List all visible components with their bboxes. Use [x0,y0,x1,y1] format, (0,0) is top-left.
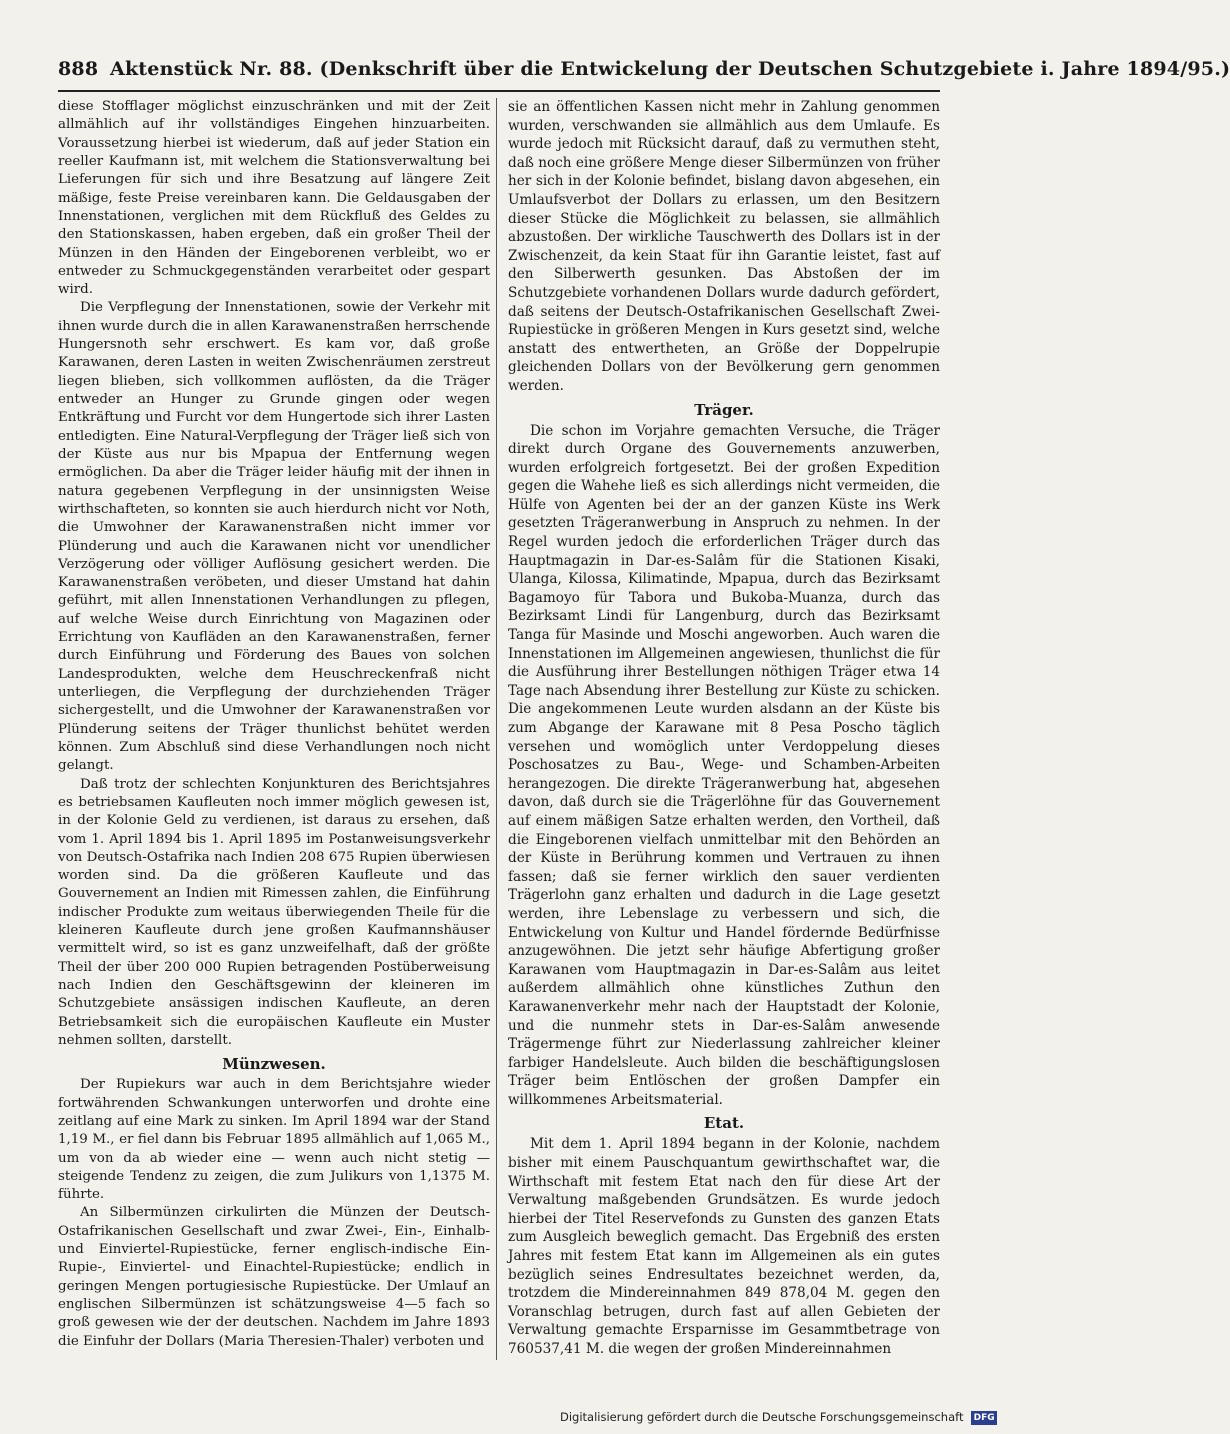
paragraph: Mit dem 1. April 1894 begann in der Kolonie, nachdem bisher mit einem Pauschquantum gewirthschaftet war, die Wirthschaft mit festem Etat nach den für diese Art der Verwaltung maßgebenden Grundsätzen. Es wurde jedoch hierbei der Titel Reservefonds zu Gunsten des ganzen Etats zum Ausgleich beweglich gemacht. Das Ergebniß des ersten Jahres mit festem Etat kann im Allgemeinen als ein gutes bezüglich seines Endresultates bezeichnet werden, da, trotzdem die Mindereinnahmen 849 878,04 M. gegen den Voranschlag betrugen, durch fast auf allen Gebieten der Verwaltung gemachte Ersparnisse im Gesammtbetrage von 760537,41 M. die wegen der großen Mindereinnahmen [508,1136,940,1357]
paragraph: Der Rupiekurs war auch in dem Berichtsjahre wieder fortwährenden Schwankungen unterworfen und drohte eine zeitlang auf eine Mark zu sinken. Im April 1894 war der Stand 1,19 M., er fiel dann bis Februar 1895 allmählich auf 1,065 M., um von da ab wieder eine — wenn auch nicht stetig — steigende Tendenz zu zeigen, die zum Julikurs von 1,1375 M. führte. [58,1077,490,1203]
page-number: 888 [58,58,99,80]
running-title: Aktenstück Nr. 88. (Denkschrift über die Entwickelung der Deutschen Schutzgebiete i. Jahre 1894/95.) [110,58,1230,80]
paragraph: An Silbermünzen cirkulirten die Münzen der Deutsch-Ostafrikanischen Gesellschaft und zwar Zwei-, Ein-, Einhalb- und Einviertel-Rupiestücke, ferner englisch-indische Ein-Rupie-, Einviertel- und Einachtel-Rupiestücke; endlich in geringen Mengen portugiesische Rupiestücke. Der Umlauf an englischen Silbermünzen ist schätzungsweise 4—5 fach so groß gewesen wie der der deutschen. Nachdem im Jahre 1893 die Einfuhr der Dollars (Maria Theresien-Thaler) verboten und [58,1205,490,1349]
paragraph: Daß trotz der schlechten Konjunkturen des Berichtsjahres es betriebsamen Kaufleuten noch immer möglich gewesen ist, in der Kolonie Geld zu verdienen, ist daraus zu ersehen, daß vom 1. April 1894 bis 1. April 1895 im Postanweisungsverkehr von Deutsch-Ostafrika nach Indien 208 675 Rupien überwiesen worden sind. Da die größeren Kaufleute und das Gouvernement an Indien mit Rimessen zahlen, die Einführung indischer Produkte zum weitaus überwiegenden Theile für die kleineren Kaufleute durch jene großen Kaufmannshäuser vermittelt wird, so ist es ganz unzweifelhaft, daß der größte Theil der über 200 000 Rupien betragenden Postüberweisung nach Indien den Geschäftsgewinn der kleineren im Schutzgebiete ansässigen indischen Kaufleute, an deren Betriebsamkeit sich die europäischen Kaufleute ein Muster nehmen sollten, darstellt. [58,776,490,1048]
paragraph: Die Verpflegung der Innenstationen, sowie der Verkehr mit ihnen wurde durch die in allen Karawanenstraßen herrschende Hungersnoth sehr erschwert. Es kam vor, daß große Karawanen, deren Lasten in weiten Zwischenräumen zerstreut liegen blieben, sich vollkommen auflösten, da die Träger entweder an Hunger zu Grunde gingen oder wegen Entkräftung und Furcht vor dem Hungertode sich ihrer Lasten entledigten. Eine Natural-Verpflegung der Träger ließ sich von der Küste aus nur bis Mpapua der Entfernung wegen ermöglichen. Da aber die Träger leider häufig mit der ihnen in natura gegebenen Verpflegung in der unsinnigsten Weise wirthschafteten, so konnten sie auch hierdurch nicht vor Noth, die Umwohner der Karawanenstraßen nicht immer vor Plünderung und auch die Karawanen nicht vor unendlicher Verzögerung oder völliger Auflösung gesichert werden. Die Karawanenstraßen veröbeten, und dieser Umstand hat dahin geführt, mit allen Innenstationen Verhandlungen zu pflegen, auf welche Weise durch Einrichtung von Magazinen oder Errichtung von Kaufläden an den Karawanenstraßen, ferner durch Einführung und Förderung des Baues von solchen Landesprodukten, welche dem Heuschreckenfraß nicht unterliegen, die Verpflegung der durchziehenden Träger sichergestellt, und die Umwohner der Karawanenstraßen vor Plünderung seitens der Träger thunlichst behütet werden können. Zum Abschluß sind diese Verhandlungen noch nicht gelangt. [58,300,490,774]
paragraph: sie an öffentlichen Kassen nicht mehr in Zahlung genommen wurden, verschwanden sie allmählich aus dem Umlaufe. Es wurde jedoch mit Rücksicht darauf, daß zu vermuthen steht, daß noch eine größere Menge dieser Silbermünzen von früher her sich in der Kolonie befindet, bislang davon abgesehen, ein Umlaufsverbot der Dollars zu erlassen, um den Besitzern dieser Stücke die Möglichkeit zu belassen, sie allmählich abzustoßen. Der wirkliche Tauschwerth des Dollars ist in der Zwischenzeit, da kein Staat für ihn Garantie leistet, fast auf den Silberwerth gesunken. Das Abstoßen der im Schutzgebiete vorhandenen Dollars wurde dadurch gefördert, daß seitens der Deutsch-Ostafrikanischen Gesellschaft Zwei-Rupiestücke in größeren Mengen in Kurs gesetzt sind, welche anstatt des entwertheten, an Größe der Doppelrupie gleichenden Dollars von der Bevölkerung gern genommen werden. [508,99,940,394]
paragraph: Die schon im Vorjahre gemachten Versuche, die Träger direkt durch Organe des Gouvernements anzuwerben, wurden erfolgreich fortgesetzt. Bei der großen Expedition gegen die Wahehe ließ es sich allerdings nicht vermeiden, die Hülfe von Agenten bei der an der ganzen Küste ins Werk gesetzten Trägeranwerbung in Anspruch zu nehmen. In der Regel wurden jedoch die erforderlichen Träger durch das Hauptmagazin in Dar-es-Salâm für die Stationen Kisaki, Ulanga, Kilossa, Kilimatinde, Mpapua, durch das Bezirksamt Bagamoyo für Tabora und Bukoba-Muanza, durch das Bezirksamt Lindi für Langenburg, durch das Bezirksamt Tanga für Masinde und Moschi angeworben. Auch waren die Innenstationen im Allgemeinen angewiesen, thunlichst die für die Ausführung ihrer Bestellungen nöthigen Träger etwa 14 Tage nach Absendung ihrer Bestellung zur Küste zu schicken. Die angekommenen Leute wurden alsdann an der Küste bis zum Abgange der Karawane mit 8 Pesa Poscho täglich versehen und womöglich unter Verdoppelung dieses Poschosatzes zu Bau-, Wege- und Schamben-Arbeiten herangezogen. Die direkte Trägeranwerbung hat, abgesehen davon, daß durch sie die Trägerlöhne für das Gouvernement auf einem mäßigen Satze erhalten werden, den Vortheil, daß die Eingeborenen vielfach unmittelbar mit den Behörden an der Küste in Berührung kommen und Vertrauen zu ihnen fassen; daß sie ferner wirklich den sauer verdienten Trägerlohn ganz erhalten und dadurch in die Lage gesetzt werden, ihre Lebenslage zu verbessern und sich, die Entwickelung von Kultur und Handel fördernde Bedürfnisse anzugewöhnen. Die jetzt sehr häufige Abfertigung großer Karawanen vom Hauptmagazin in Dar-es-Salâm aus leitet außerdem allmählich ohne künstliches Zuthun den Karawanenverkehr mehr nach der Hauptstadt der Kolonie, und die nunmehr stets in Dar-es-Salâm anwesende Trägermenge führt zur Niederlassung zahlreicher kleiner farbiger Handelsleute. Auch bilden die beschäftigungslosen Träger beim Entlöschen der großen Dampfer ein willkommenes Arbeitsmaterial. [508,422,940,1108]
paragraph: diese Stofflager möglichst einzuschränken und mit der Zeit allmählich auf ihr vollständiges Eingehen hinzuarbeiten. Voraussetzung hierbei ist wiederum, daß auf jeder Station ein reeller Kaufmann ist, mit welchem die Stationsverwaltung bei Lieferungen für sich und ihre Besatzung auf längere Zeit mäßige, feste Preise vereinbaren kann. Die Geldausgaben der Innenstationen, verglichen mit dem Rückfluß des Geldes zu den Stationskassen, haben ergeben, daß ein großer Theil der Münzen in den Händen der Eingeborenen verbleibt, wo er entweder zu Schmuckgegenständen verarbeitet oder gespart wird. [58,99,490,298]
section-heading-traeger: Träger. [694,400,754,419]
header-rule [58,90,940,92]
page-header [58,58,1230,86]
dfg-logo: DFG [971,1411,997,1425]
column-divider [496,98,497,1360]
footer-credit [560,1410,995,1428]
section-heading-etat: Etat. [703,1114,745,1133]
left-column [58,98,490,1351]
footer-text: Digitalisierung gefördert durch die Deutsche Forschungsgemeinschaft [560,1410,964,1424]
right-column [508,98,940,1359]
section-heading-muenzwesen: Münzwesen. [222,1055,326,1074]
